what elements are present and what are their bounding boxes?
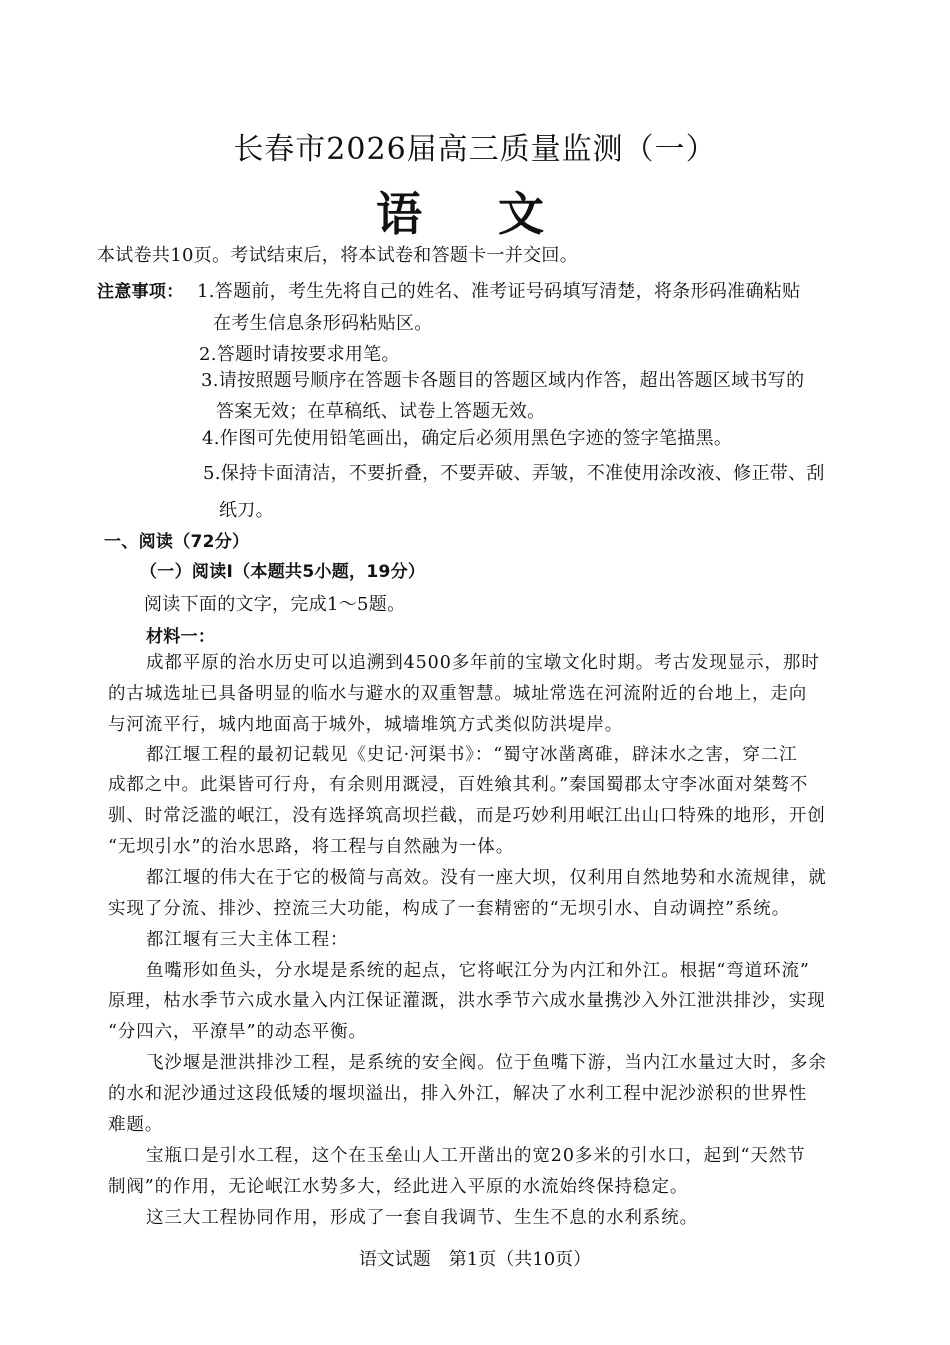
notice-label: 注意事项：	[97, 282, 184, 302]
passage-line-12: 原理，枯水季节六成水量入内江保证灌溉，洪水季节六成水量携沙入外江泄洪排沙，实现	[108, 991, 826, 1011]
exam-intro: 本试卷共10页。考试结束后，将本试卷和答题卡一并交回。	[97, 245, 579, 266]
exam-title: 长春市2026届高三质量监测（一）	[233, 132, 717, 167]
passage-line-17: 宝瓶口是引水工程，这个在玉垒山人工开凿出的宽20多米的引水口，起到“天然节	[146, 1146, 806, 1166]
passage-line-9: 实现了分流、排沙、控流三大功能，构成了一套精密的“无坝引水、自动调控”系统。	[108, 899, 791, 919]
section-subheading: （一）阅读Ⅰ（本题共5小题，19分）	[140, 562, 426, 582]
notice-item-3: 3.请按照题号顺序在答题卡各题目的答题区域内作答，超出答题区域书写的	[201, 370, 805, 391]
passage-line-11: 鱼嘴形如鱼头，分水堤是系统的起点，它将岷江分为内江和外江。根据“弯道环流”	[146, 961, 810, 981]
notice-item-5: 5.保持卡面清洁，不要折叠，不要弄破、弄皱，不准使用涂改液、修正带、刮	[203, 463, 825, 484]
notice-item-1: 1.答题前，考生先将自己的姓名、准考证号码填写清楚，将条形码准确粘贴	[197, 281, 801, 302]
subject-text: 语 文	[375, 187, 574, 241]
section-heading: 一、阅读（72分）	[104, 532, 250, 552]
passage-line-7: “无坝引水”的治水思路，将工程与自然融为一体。	[108, 837, 515, 857]
passage-line-19: 这三大工程协同作用，形成了一套自我调节、生生不息的水利系统。	[146, 1208, 698, 1228]
subject-heading	[0, 178, 950, 244]
passage-line-13: “分四六，平潦旱”的动态平衡。	[108, 1022, 367, 1042]
notice-item-4: 4.作图可先使用铅笔画出，确定后必须用黑色字迹的签字笔描黑。	[202, 428, 733, 449]
passage-line-15: 的水和泥沙通过这段低矮的堰坝溢出，排入外江，解决了水利工程中泥沙淤积的世界性	[108, 1084, 808, 1104]
material-label: 材料一：	[146, 627, 216, 647]
page-footer: 语文试题 第1页（共10页）	[358, 1249, 592, 1270]
section-instruction: 阅读下面的文字，完成1～5题。	[144, 594, 406, 615]
passage-line-4: 都江堰工程的最初记载见《史记·河渠书》：“蜀守冰凿离碓，辟沫水之害，穿二江	[146, 745, 798, 765]
passage-line-8: 都江堰的伟大在于它的极简与高效。没有一座大坝，仅利用自然地势和水流规律，就	[146, 868, 827, 888]
passage-line-16: 难题。	[108, 1115, 164, 1135]
notice-item-5-cont: 纸刀。	[219, 500, 274, 521]
passage-line-2: 的古城选址已具备明显的临水与避水的双重智慧。城址常选在河流附近的台地上，走向	[108, 684, 808, 704]
passage-line-14: 飞沙堰是泄洪排沙工程，是系统的安全阀。位于鱼嘴下游，当内江水量过大时，多余	[146, 1053, 827, 1073]
notice-item-3-cont: 答案无效；在草稿纸、试卷上答题无效。	[216, 401, 546, 422]
passage-line-10: 都江堰有三大主体工程：	[146, 930, 349, 950]
passage-line-18: 制阀”的作用，无论岷江水势多大，经此进入平原的水流始终保持稳定。	[108, 1177, 689, 1197]
passage-line-1: 成都平原的治水历史可以追溯到4500多年前的宝墩文化时期。考古发现显示，那时	[146, 653, 820, 673]
notice-item-1-cont: 在考生信息条形码粘贴区。	[213, 313, 433, 334]
passage-line-6: 驯、时常泛滥的岷江，没有选择筑高坝拦截，而是巧妙利用岷江出山口特殊的地形，开创	[108, 806, 826, 826]
passage-line-3: 与河流平行，城内地面高于城外，城墙堆筑方式类似防洪堤岸。	[108, 715, 624, 735]
notice-item-2: 2.答题时请按要求用笔。	[199, 344, 400, 365]
passage-line-5: 成都之中。此渠皆可行舟，有余则用溉浸，百姓飨其利。”秦国蜀郡太守李冰面对桀骜不	[108, 775, 809, 795]
